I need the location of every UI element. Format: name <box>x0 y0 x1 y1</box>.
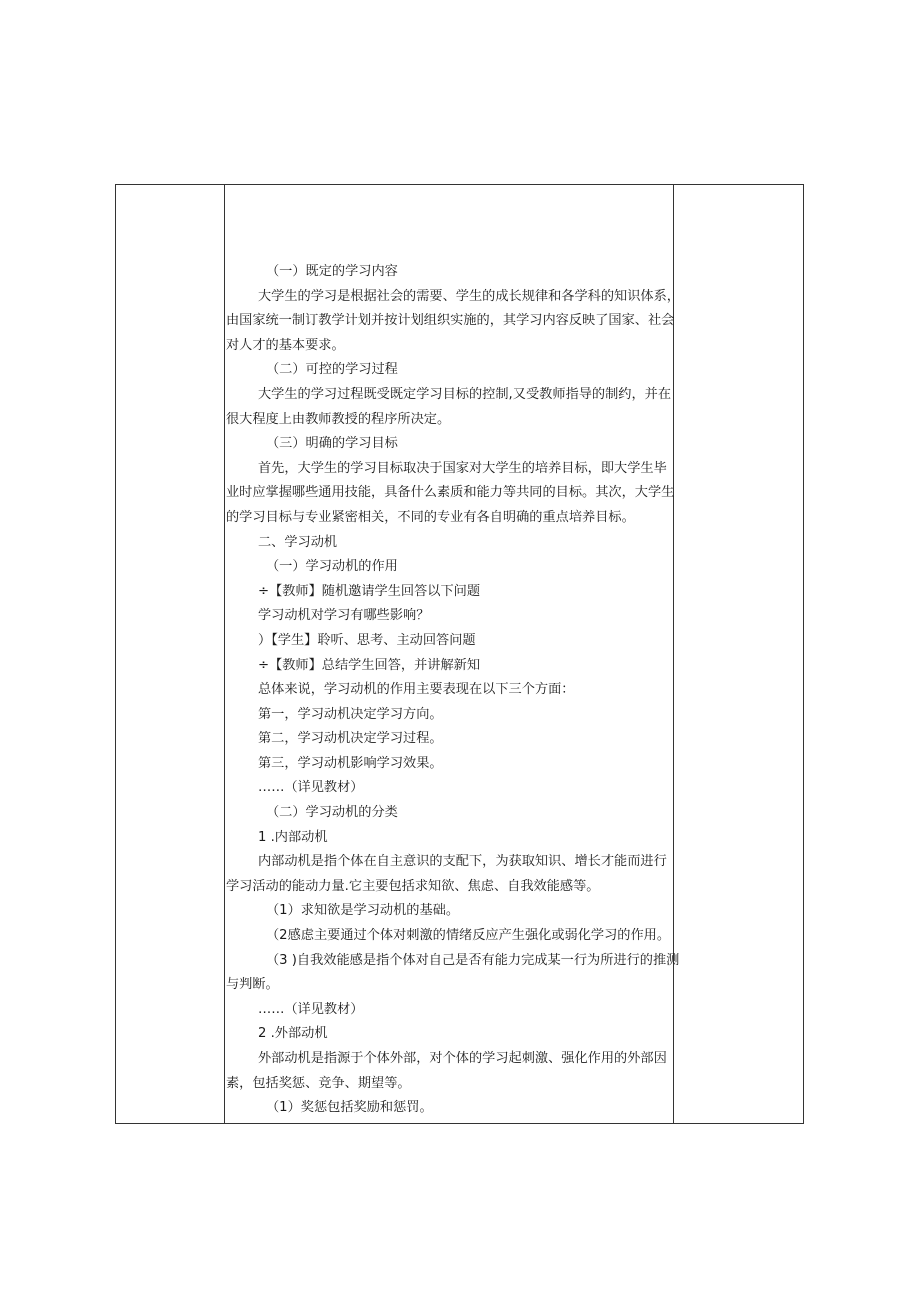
list-item: （1）奖惩包括奖励和惩罚。 <box>266 1100 433 1116</box>
paragraph-line: 对人才的基本要求。 <box>226 337 345 353</box>
see-textbook-note: ……（详见教材） <box>258 780 364 796</box>
see-textbook-note: ……（详见教材） <box>258 1001 364 1017</box>
list-item: 第三，学习动机影响学习效果。 <box>258 755 443 771</box>
list-item: （1）求知欲是学习动机的基础。 <box>266 903 460 919</box>
paragraph-line: 素，包括奖惩、竞争、期望等。 <box>226 1075 411 1091</box>
paragraph-line: 内部动机是指个体在自主意识的支配下，为获取知识、增长才能而进行 <box>258 854 667 870</box>
subheading: （三）明确的学习目标 <box>266 436 398 452</box>
subheading: （一）学习动机的作用 <box>266 559 398 575</box>
teacher-step: ÷【教师】总结学生回答，并讲解新知 <box>258 657 481 673</box>
numbered-heading: 2 .外部动机 <box>258 1026 328 1042</box>
subheading: （一）既定的学习内容 <box>266 264 398 279</box>
paragraph-line: 业时应掌握哪些通用技能，具备什么素质和能力等共同的目标。其次，大学生 <box>226 485 675 501</box>
list-item: 第一，学习动机决定学习方向。 <box>258 706 443 722</box>
lesson-content <box>226 260 680 1121</box>
question: 学习动机对学习有哪些影响？ <box>258 608 430 624</box>
paragraph-line: 很大程度上由教师教授的程序所决定。 <box>226 411 451 427</box>
paragraph-line: 首先，大学生的学习目标取决于国家对大学生的培养目标，即大学生毕 <box>258 460 667 476</box>
teacher-step: ÷【教师】随机邀请学生回答以下问题 <box>258 583 481 599</box>
paragraph-line: 的学习目标与专业紧密相关，不同的专业有各自明确的重点培养目标。 <box>226 509 635 525</box>
paragraph-line: 大学生的学习过程既受既定学习目标的控制,又受教师指导的制约，并在 <box>258 386 672 402</box>
column-divider-left <box>224 185 225 1123</box>
list-item: （3 )自我效能感是指个体对自己是否有能力完成某一行为所进行的推测 <box>266 952 680 968</box>
section-heading: 二、学习动机 <box>258 534 338 550</box>
subheading: （二）可控的学习过程 <box>266 362 398 378</box>
list-item: （2感虑主要通过个体对刺激的情绪反应产生强化或弱化学习的作用。 <box>266 928 671 944</box>
paragraph-line: 由国家统一制订教学计划并按计划组织实施的，其学习内容反映了国家、社会 <box>226 313 675 329</box>
paragraph-line: 大学生的学习是根据社会的需要、学生的成长规律和各学科的知识体系， <box>258 288 680 304</box>
paragraph-line: 总体来说，学习动机的作用主要表现在以下三个方面： <box>258 682 575 698</box>
student-step: ）【学生】聆听、思考、主动回答问题 <box>258 632 476 648</box>
paragraph-line: 外部动机是指源于个体外部，对个体的学习起刺激、强化作用的外部因 <box>258 1051 667 1066</box>
paragraph-line: 学习活动的能动力量.它主要包括求知欲、焦虑、自我效能感等。 <box>226 878 600 894</box>
list-item: 第二，学习动机决定学习过程。 <box>258 731 443 747</box>
numbered-heading: 1 .内部动机 <box>258 829 328 845</box>
paragraph-line: 与判断。 <box>226 977 279 993</box>
subheading: （二）学习动机的分类 <box>266 805 398 821</box>
